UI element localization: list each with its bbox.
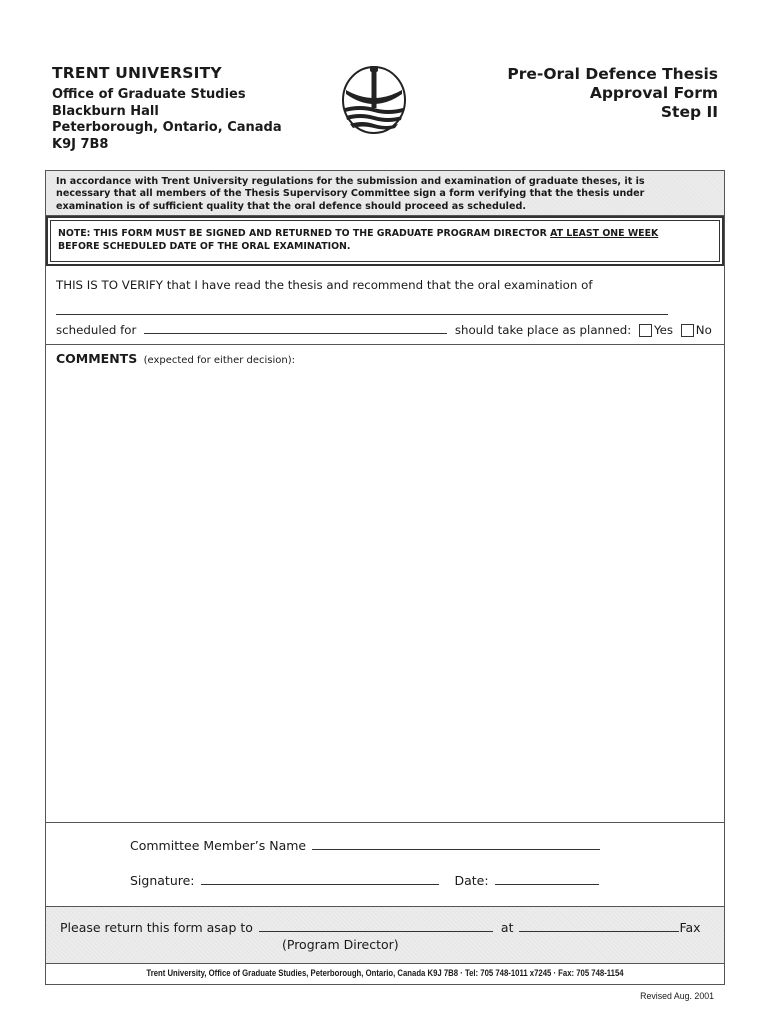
- date-label: Date:: [454, 873, 489, 888]
- footer-text: Trent University, Office of Graduate Studies, Peterborough, Ontario, Canada K9J 7B8 · Tel: 705 748-1011 x7245 · Fax: 705 748-1154: [146, 968, 624, 978]
- address-line-city: Peterborough, Ontario, Canada: [52, 120, 282, 135]
- form-title-line-1: Pre-Oral Defence Thesis: [507, 65, 718, 83]
- return-label: Please return this form asap to: [60, 920, 253, 935]
- yes-checkbox[interactable]: [639, 324, 652, 337]
- schedule-row: [56, 322, 712, 337]
- no-label: No: [695, 323, 712, 337]
- return-row: [60, 919, 701, 935]
- institution-header: [52, 64, 282, 153]
- at-label: at: [500, 920, 514, 935]
- address-line-postal: K9J 7B8: [52, 136, 109, 152]
- signature-section: [46, 823, 724, 907]
- address-line-office: Office of Graduate Studies: [52, 87, 246, 102]
- comments-field[interactable]: [46, 345, 724, 823]
- comments-title: COMMENTS: [56, 351, 138, 366]
- signature-row: [130, 872, 599, 888]
- note-emphasis: AT LEAST ONE WEEK: [550, 228, 659, 239]
- form-title: [507, 65, 718, 122]
- comments-subheading: (expected for either decision):: [143, 355, 296, 366]
- intro-line: In accordance with Trent University regulations for the submission and examination of graduate theses, it is: [56, 176, 645, 187]
- scheduled-date-field[interactable]: [144, 322, 447, 334]
- program-director-field[interactable]: [259, 919, 493, 932]
- signature-label: Signature:: [130, 873, 195, 888]
- member-name-row: [130, 837, 600, 853]
- form-title-line-2: Approval Form: [589, 84, 718, 102]
- verification-section: [46, 266, 724, 345]
- planned-label: should take place as planned:: [454, 323, 632, 337]
- intro-paragraph: [46, 171, 724, 216]
- no-checkbox[interactable]: [681, 324, 694, 337]
- yes-label: Yes: [653, 323, 674, 337]
- return-instructions: [46, 907, 724, 964]
- intro-line: necessary that all members of the Thesis Supervisory Committee sign a form verifying that the thesis under: [56, 188, 645, 200]
- deadline-note: [46, 216, 724, 266]
- scheduled-for-label: scheduled for: [56, 323, 137, 337]
- candidate-name-field[interactable]: [56, 314, 668, 315]
- form-title-line-3: Step II: [660, 103, 718, 121]
- note-text-line-2: BEFORE SCHEDULED DATE OF THE ORAL EXAMINATION.: [58, 241, 351, 252]
- date-field[interactable]: [495, 872, 599, 885]
- comments-heading: [56, 351, 295, 366]
- address-line-building: Blackburn Hall: [52, 103, 159, 119]
- trent-university-crest-icon: [340, 64, 408, 136]
- fax-number-field[interactable]: [519, 919, 679, 932]
- university-name: TRENT UNIVERSITY: [52, 64, 222, 82]
- revision-date: Revised Aug. 2001: [640, 991, 714, 1001]
- fax-label: Fax: [679, 920, 701, 935]
- program-director-caption: (Program Director): [282, 937, 399, 952]
- note-text: NOTE: THIS FORM MUST BE SIGNED AND RETURNED TO THE GRADUATE PROGRAM DIRECTOR: [58, 228, 551, 239]
- member-name-field[interactable]: [312, 837, 600, 850]
- member-name-label: Committee Member’s Name: [130, 838, 307, 853]
- footer-contact: [46, 964, 724, 985]
- form-body: [45, 170, 725, 985]
- verify-statement: THIS IS TO VERIFY that I have read the thesis and recommend that the oral examination of: [56, 278, 593, 292]
- intro-line: examination is of sufficient quality that the oral defence should proceed as scheduled.: [56, 200, 526, 212]
- signature-field[interactable]: [201, 872, 439, 885]
